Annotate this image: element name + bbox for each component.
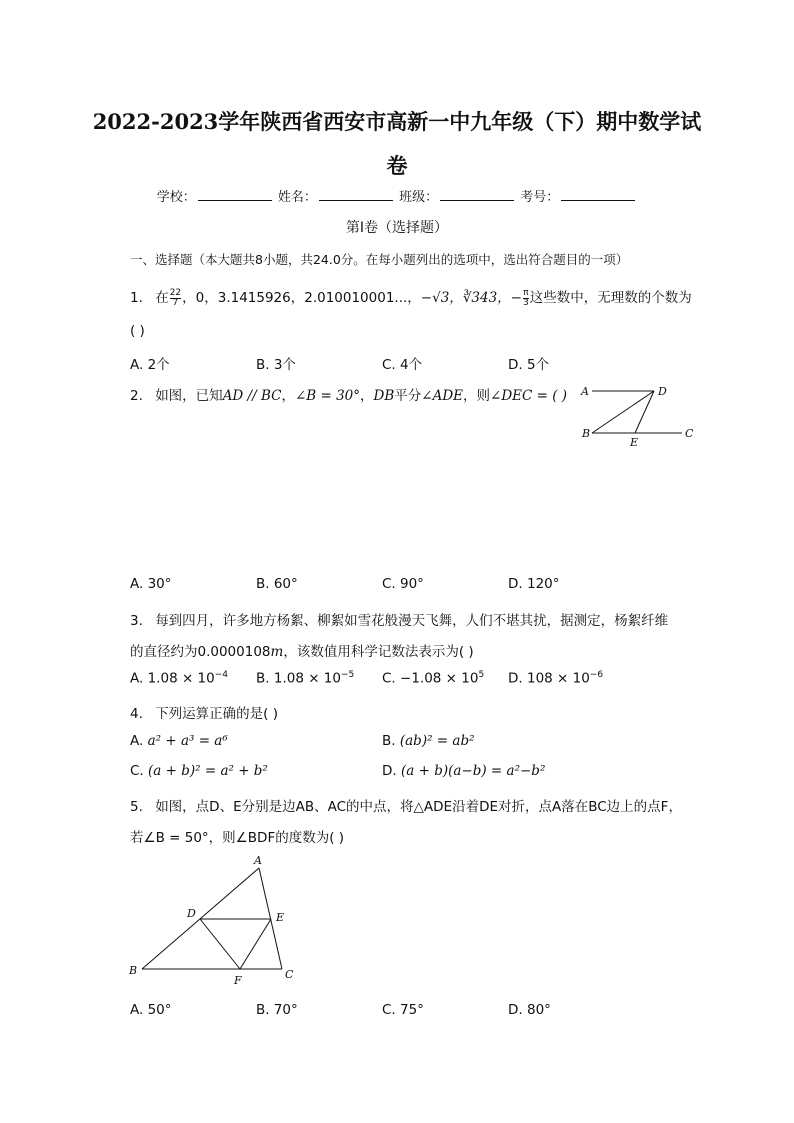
q4-c-expr: (a + b)² = a² + b²	[148, 763, 268, 779]
exam-no-blank[interactable]	[561, 188, 635, 201]
q2-figure	[578, 380, 698, 450]
q1-cbrt: ∛343，−	[462, 290, 522, 306]
q5-option-d[interactable]: D. 80°	[508, 1002, 551, 1018]
q1-list: ，0，3.1415926，2.010010001...，	[182, 290, 421, 306]
q5-line1: 如图，点D、E分别是边AB、AC的中点，将△ADE沿着DE对折，点A落在BC边上的点F，	[155, 799, 682, 815]
q3-c-exp: 5	[478, 670, 485, 680]
part-title: 第Ⅰ卷（选择题）	[345, 220, 449, 236]
q2-label-d: D	[658, 385, 667, 398]
q3-d-label: D.	[508, 670, 523, 687]
q4-option-d[interactable]	[382, 763, 545, 779]
q2-text-d: ∠B = 30°	[294, 388, 361, 404]
q5-number: 5.	[130, 799, 143, 815]
q3-option-a[interactable]	[130, 670, 228, 687]
exam-no-label: 考号：	[520, 190, 560, 205]
q2-text-c: ，	[281, 388, 295, 404]
q2-text-e: ，	[360, 388, 374, 404]
q2-text-b: AD // BC	[222, 388, 282, 404]
question-4	[130, 702, 278, 722]
q3-d-exp: −6	[589, 670, 604, 680]
q1-frac2-den: 3	[523, 297, 529, 308]
q2-text-a: 如图，已知	[155, 388, 223, 404]
q4-a-expr: a² + a³ = a⁶	[147, 733, 228, 749]
q1-fraction-22-7	[170, 289, 181, 308]
q4-option-b[interactable]	[382, 733, 475, 749]
q1-fraction-pi-3	[523, 289, 529, 308]
q5-label-e: E	[276, 911, 285, 924]
school-blank[interactable]	[198, 188, 272, 201]
q4-option-c[interactable]	[130, 763, 268, 779]
q3-d-base: 108 × 10	[526, 670, 590, 687]
q4-b-label: B.	[382, 733, 396, 749]
section-heading: 一、选择题（本大题共8小题，共24.0分。在每小题列出的选项中，选出符合题目的一项）	[130, 252, 629, 267]
q4-text: 下列运算正确的是( )	[155, 706, 279, 722]
q4-b-expr: (ab)² = ab²	[399, 733, 475, 749]
q3-option-c[interactable]	[382, 670, 484, 687]
q1-frac1-den: 7	[170, 298, 181, 308]
q5-option-c[interactable]: C. 75°	[382, 1002, 424, 1018]
q3-line2-a: 的直径约为0.0000108	[130, 644, 271, 660]
q2-text-j: ∠DEC = ( )	[490, 388, 568, 404]
q5-label-a: A	[254, 854, 262, 867]
q1-option-c[interactable]: C. 4个	[382, 357, 423, 373]
question-1	[130, 286, 692, 308]
q5-line-ef	[240, 919, 271, 969]
q2-option-c[interactable]: C. 90°	[382, 576, 424, 592]
q5-option-a[interactable]: A. 50°	[130, 1002, 172, 1018]
q2-option-d[interactable]: D. 120°	[508, 576, 560, 592]
q3-b-base: 1.08 × 10	[273, 670, 341, 687]
name-label: 姓名：	[277, 190, 317, 205]
q2-label-a: A	[581, 385, 589, 398]
q2-text-f: DB	[373, 388, 395, 404]
name-blank[interactable]	[319, 188, 393, 201]
q4-number: 4.	[130, 706, 143, 722]
q2-text-g: 平分	[394, 388, 422, 404]
q5-label-f: F	[234, 974, 242, 987]
q4-d-expr: (a + b)(a−b) = a²−b²	[400, 763, 546, 779]
q3-b-label: B.	[256, 670, 270, 687]
school-label: 学校：	[156, 190, 196, 205]
q5-line-df	[200, 919, 240, 969]
q3-a-exp: −4	[214, 670, 229, 680]
q5-label-c: C	[285, 968, 294, 981]
q1-option-b[interactable]: B. 3个	[256, 357, 296, 373]
q1-option-a[interactable]: A. 2个	[130, 357, 170, 373]
q4-a-label: A.	[130, 733, 144, 749]
q5-figure	[120, 850, 310, 990]
q5-label-b: B	[129, 964, 138, 977]
q2-option-b[interactable]: B. 60°	[256, 576, 298, 592]
page-title: 2022-2023学年陕西省西安市高新一中九年级（下）期中数学试卷	[92, 109, 702, 178]
question-3	[130, 609, 668, 629]
class-label: 班级：	[399, 190, 439, 205]
q3-c-base: −1.08 × 10	[400, 670, 479, 687]
q5-option-b[interactable]: B. 70°	[256, 1002, 298, 1018]
q4-c-label: C.	[130, 763, 144, 779]
q1-frac1-num: 22	[169, 287, 182, 298]
q3-c-label: C.	[382, 670, 396, 687]
q3-line1: 每到四月，许多地方杨絮、柳絮如雪花般漫天飞舞，人们不堪其扰，据测定，杨絮纤维	[155, 613, 669, 629]
q3-option-b[interactable]	[256, 670, 354, 687]
q3-option-d[interactable]	[508, 670, 603, 687]
q3-line2-unit: m	[270, 644, 284, 660]
q5-line2: 若∠B = 50°，则∠BDF的度数为( )	[130, 830, 345, 846]
q1-answer-paren: ( )	[130, 323, 145, 339]
question-2	[130, 384, 567, 404]
q3-line2	[130, 640, 474, 660]
q2-label-c: C	[685, 427, 694, 440]
student-info-row	[0, 186, 794, 205]
q3-b-exp: −5	[341, 670, 355, 680]
q5-label-d: D	[187, 907, 196, 920]
q1-frac2-num: π	[523, 287, 529, 298]
q1-post: 这些数中，无理数的个数为	[529, 290, 692, 306]
q3-a-base: 1.08 × 10	[147, 670, 215, 687]
q2-text-h: ∠ADE	[421, 388, 464, 404]
q3-a-label: A.	[130, 670, 144, 687]
q2-option-a[interactable]: A. 30°	[130, 576, 172, 592]
q2-number: 2.	[130, 388, 143, 404]
q3-number: 3.	[130, 613, 143, 629]
q3-line2-b: ，该数值用科学记数法表示为( )	[283, 644, 474, 660]
q1-sqrt3: −√3，	[420, 290, 463, 306]
question-5	[130, 795, 682, 815]
q2-label-e: E	[630, 436, 639, 449]
q1-number: 1.	[130, 290, 143, 306]
q4-d-label: D.	[382, 763, 397, 779]
q2-label-b: B	[582, 427, 591, 440]
q1-pre: 在	[155, 290, 169, 306]
q4-option-a[interactable]	[130, 733, 228, 749]
class-blank[interactable]	[440, 188, 514, 201]
q1-option-d[interactable]: D. 5个	[508, 357, 550, 373]
q2-text-i: ，则	[463, 388, 491, 404]
